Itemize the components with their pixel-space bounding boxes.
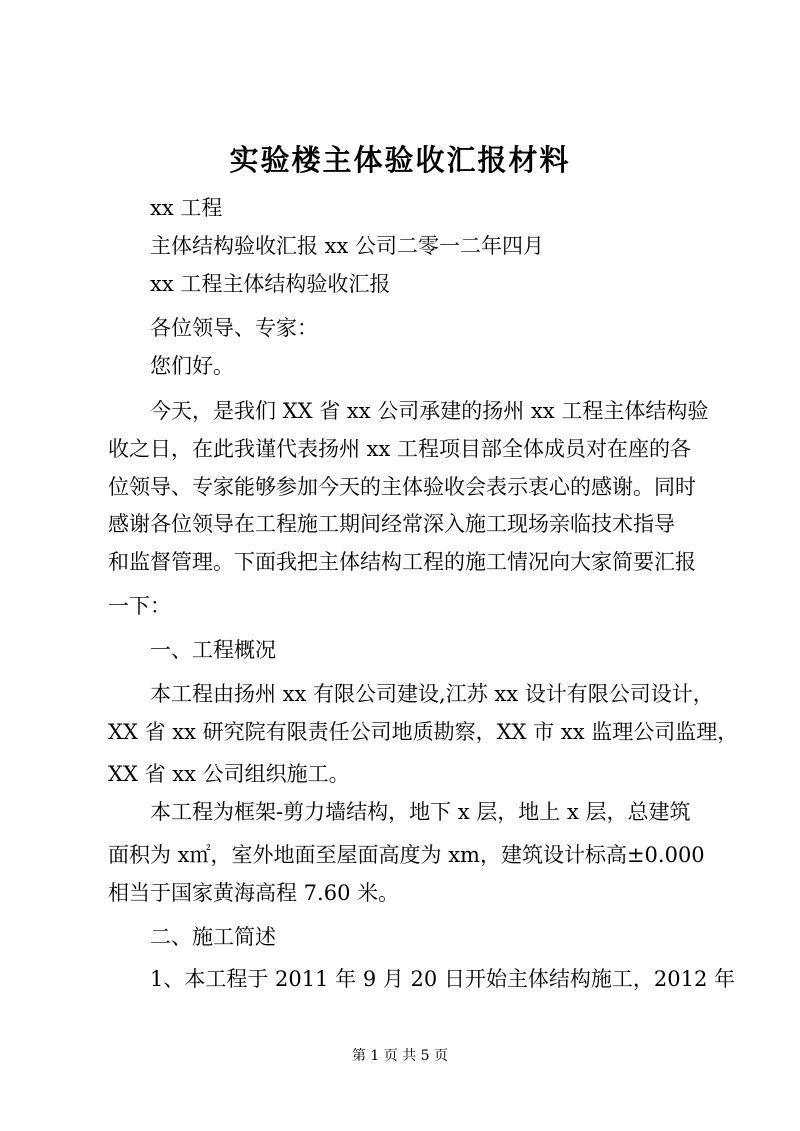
body-paragraph-line: XX 省 xx 公司组织施工。 [108,762,350,786]
salutation-line: 各位领导、专家： [150,316,318,340]
report-subtitle-line: 主体结构验收汇报 xx 公司二零一二年四月 [150,234,545,258]
body-paragraph-line: 本工程为框架-剪力墙结构，地下 x 层，地上 x 层，总建筑 [150,800,691,824]
body-paragraph-line: 收之日，在此我谨代表扬州 xx 工程项目部全体成员对在座的各 [108,437,692,461]
body-paragraph-line: 1、本工程于 2011 年 9 月 20 日开始主体结构施工，2012 年 [150,967,736,991]
document-title: 实验楼主体验收汇报材料 [229,143,571,177]
body-paragraph-line: 相当于国家黄海高程 7.60 米。 [108,881,400,905]
body-paragraph-line: 位领导、专家能够参加今天的主体验收会表示衷心的感谢。同时 [108,475,696,499]
body-paragraph-line: 面积为 x㎡，室外地面至屋面高度为 xm，建筑设计标高±0.000 [108,843,705,867]
body-paragraph-line: 本工程由扬州 xx 有限公司建设,江苏 xx 设计有限公司设计， [150,682,714,706]
body-paragraph-line: XX 省 xx 研究院有限责任公司地质勘察，XX 市 xx 监理公司监理， [108,720,739,744]
project-name-line: xx 工程 [150,196,223,220]
section-heading: 二、施工简述 [150,925,276,949]
report-heading-line: xx 工程主体结构验收汇报 [150,272,391,296]
greeting-line: 您们好。 [150,354,234,378]
body-paragraph-line: 和监督管理。下面我把主体结构工程的施工情况向大家简要汇报 [108,550,696,574]
body-paragraph-line: 感谢各位领导在工程施工期间经常深入施工现场亲临技术指导 [108,512,675,536]
body-paragraph-line: 一下： [108,594,171,618]
section-heading: 一、工程概况 [150,638,276,662]
page-footer: 第 1 页 共 5 页 [351,1048,449,1064]
body-paragraph-line: 今天，是我们 XX 省 xx 公司承建的扬州 xx 工程主体结构验 [150,399,709,423]
